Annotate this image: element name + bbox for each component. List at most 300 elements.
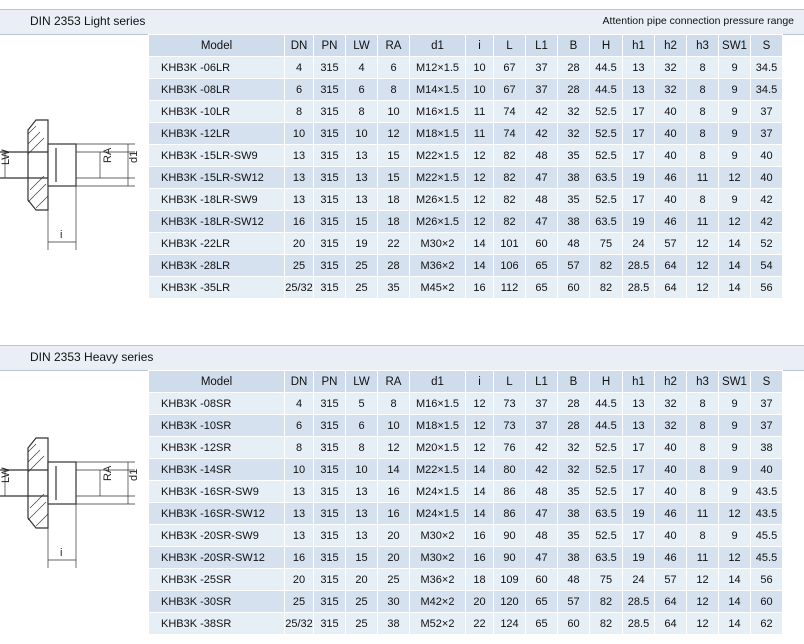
table-cell: 25 <box>285 591 314 613</box>
table-cell: M36×2 <box>410 569 466 591</box>
model-cell: KHB3K -15LR-SW12 <box>149 167 285 189</box>
table-cell: 8 <box>687 459 719 481</box>
table-cell: 48 <box>526 481 558 503</box>
table-cell: 28.5 <box>623 591 655 613</box>
column-header-ra: RA <box>378 35 410 57</box>
table-cell: 42 <box>751 189 783 211</box>
heavy-series-header <box>0 345 804 371</box>
table-cell: 40 <box>655 459 687 481</box>
table-cell: 12 <box>378 123 410 145</box>
table-cell: 20 <box>378 547 410 569</box>
table-cell: 19 <box>346 233 378 255</box>
column-header-l1: L1 <box>526 35 558 57</box>
table-cell: 37 <box>526 79 558 101</box>
table-cell: 9 <box>719 459 751 481</box>
table-cell: M12×1.5 <box>410 57 466 79</box>
table-cell: 20 <box>378 525 410 547</box>
table-cell: 40 <box>655 145 687 167</box>
table-cell: 4 <box>285 393 314 415</box>
table-cell: 13 <box>285 145 314 167</box>
table-cell: 32 <box>655 57 687 79</box>
table-cell: 12 <box>466 437 494 459</box>
table-cell: 30 <box>378 591 410 613</box>
heavy-series-title: DIN 2353 Heavy series <box>30 350 154 364</box>
column-header-dn: DN <box>285 35 314 57</box>
table-cell: M52×2 <box>410 613 466 635</box>
heavy-lw-label: LW <box>0 467 12 483</box>
table-cell: 8 <box>687 393 719 415</box>
model-cell: KHB3K -16SR-SW9 <box>149 481 285 503</box>
table-cell: 18 <box>466 569 494 591</box>
table-cell: 52.5 <box>590 101 623 123</box>
table-cell: 14 <box>466 459 494 481</box>
table-cell: 52.5 <box>590 481 623 503</box>
table-cell: 75 <box>590 569 623 591</box>
table-cell: 101 <box>494 233 526 255</box>
table-cell: 42 <box>526 101 558 123</box>
table-cell: 42 <box>526 123 558 145</box>
table-cell: 14 <box>719 233 751 255</box>
table-cell: 82 <box>494 189 526 211</box>
table-cell: 47 <box>526 547 558 569</box>
table-cell: 12 <box>719 547 751 569</box>
table-cell: 43.5 <box>751 481 783 503</box>
table-cell: 9 <box>719 57 751 79</box>
table-cell: 13 <box>285 167 314 189</box>
light-series-fitting-drawing <box>0 110 148 260</box>
table-cell: 5 <box>346 393 378 415</box>
table-cell: 86 <box>494 503 526 525</box>
table-cell: 40 <box>655 123 687 145</box>
table-cell: 14 <box>719 277 751 299</box>
column-header-model: Model <box>149 371 285 393</box>
table-cell: 19 <box>623 211 655 233</box>
table-cell: M24×1.5 <box>410 481 466 503</box>
table-cell: 6 <box>285 415 314 437</box>
table-cell: M22×1.5 <box>410 459 466 481</box>
model-cell: KHB3K -38SR <box>149 613 285 635</box>
table-cell: 64 <box>655 255 687 277</box>
table-cell: 315 <box>314 459 346 481</box>
table-cell: 9 <box>719 145 751 167</box>
column-header-s: S <box>751 35 783 57</box>
table-cell: 13 <box>346 525 378 547</box>
table-cell: M18×1.5 <box>410 415 466 437</box>
model-cell: KHB3K -10SR <box>149 415 285 437</box>
table-cell: 45.5 <box>751 525 783 547</box>
table-cell: 4 <box>285 57 314 79</box>
table-cell: 35 <box>378 277 410 299</box>
table-cell: 10 <box>285 123 314 145</box>
table-cell: 13 <box>623 57 655 79</box>
table-cell: 44.5 <box>590 393 623 415</box>
table-cell: 8 <box>687 415 719 437</box>
table-cell: 16 <box>378 481 410 503</box>
table-cell: 47 <box>526 167 558 189</box>
table-cell: M16×1.5 <box>410 101 466 123</box>
table-row <box>149 57 783 79</box>
table-cell: 315 <box>314 123 346 145</box>
table-cell: 17 <box>623 145 655 167</box>
table-cell: 20 <box>346 569 378 591</box>
table-cell: 13 <box>285 189 314 211</box>
table-cell: 19 <box>623 547 655 569</box>
table-cell: 86 <box>494 481 526 503</box>
table-cell: 32 <box>655 415 687 437</box>
column-header-i: i <box>466 371 494 393</box>
column-header-d1: d1 <box>410 371 466 393</box>
table-cell: 12 <box>466 189 494 211</box>
model-cell: KHB3K -16SR-SW12 <box>149 503 285 525</box>
table-row <box>149 569 783 591</box>
table-cell: 40 <box>655 437 687 459</box>
table-cell: 24 <box>623 233 655 255</box>
table-cell: 14 <box>466 255 494 277</box>
column-header-pn: PN <box>314 35 346 57</box>
table-cell: M22×1.5 <box>410 167 466 189</box>
table-cell: 57 <box>558 591 590 613</box>
column-header-lw: LW <box>346 371 378 393</box>
table-cell: 60 <box>558 613 590 635</box>
table-cell: M16×1.5 <box>410 393 466 415</box>
model-cell: KHB3K -14SR <box>149 459 285 481</box>
light-lw-label: LW <box>0 149 12 165</box>
table-cell: 15 <box>378 145 410 167</box>
table-cell: 12 <box>466 415 494 437</box>
table-cell: 6 <box>346 79 378 101</box>
table-cell: 18 <box>378 211 410 233</box>
table-cell: 24 <box>623 569 655 591</box>
table-cell: 56 <box>751 569 783 591</box>
table-cell: 37 <box>751 101 783 123</box>
model-cell: KHB3K -12LR <box>149 123 285 145</box>
light-d1-label: d1 <box>128 150 140 163</box>
table-cell: 74 <box>494 123 526 145</box>
table-cell: 8 <box>687 481 719 503</box>
table-cell: 12 <box>466 167 494 189</box>
column-header-l: L <box>494 371 526 393</box>
table-cell: 16 <box>285 211 314 233</box>
table-cell: 10 <box>378 101 410 123</box>
table-cell: 37 <box>751 415 783 437</box>
table-cell: 12 <box>687 277 719 299</box>
table-cell: 46 <box>655 211 687 233</box>
table-cell: 48 <box>526 189 558 211</box>
table-cell: 25 <box>378 569 410 591</box>
table-cell: 60 <box>558 277 590 299</box>
table-cell: 47 <box>526 211 558 233</box>
table-cell: 75 <box>590 233 623 255</box>
table-cell: 315 <box>314 613 346 635</box>
table-cell: 28.5 <box>623 277 655 299</box>
table-cell: 9 <box>719 79 751 101</box>
table-cell: 40 <box>751 459 783 481</box>
table-cell: 67 <box>494 57 526 79</box>
table-cell: 16 <box>466 547 494 569</box>
table-row <box>149 189 783 211</box>
column-header-h: H <box>590 35 623 57</box>
table-cell: 44.5 <box>590 415 623 437</box>
column-header-s: S <box>751 371 783 393</box>
table-cell: 315 <box>314 57 346 79</box>
table-cell: 17 <box>623 437 655 459</box>
table-cell: 9 <box>719 189 751 211</box>
table-cell: 25 <box>346 277 378 299</box>
heavy-series-table <box>148 370 783 635</box>
column-header-h3: h3 <box>687 371 719 393</box>
table-cell: 315 <box>314 189 346 211</box>
table-cell: 60 <box>526 569 558 591</box>
model-cell: KHB3K -15LR-SW9 <box>149 145 285 167</box>
table-row <box>149 233 783 255</box>
table-cell: 28 <box>558 57 590 79</box>
table-cell: 82 <box>590 277 623 299</box>
column-header-l1: L1 <box>526 371 558 393</box>
table-cell: 35 <box>558 481 590 503</box>
table-cell: 17 <box>623 459 655 481</box>
table-cell: 12 <box>378 437 410 459</box>
table-cell: M42×2 <box>410 591 466 613</box>
table-row <box>149 255 783 277</box>
table-cell: 22 <box>378 233 410 255</box>
column-header-h1: h1 <box>623 371 655 393</box>
table-cell: 37 <box>751 123 783 145</box>
table-cell: 56 <box>751 277 783 299</box>
model-cell: KHB3K -08SR <box>149 393 285 415</box>
table-row <box>149 525 783 547</box>
table-cell: 19 <box>623 167 655 189</box>
table-cell: 25/32 <box>285 613 314 635</box>
model-cell: KHB3K -12SR <box>149 437 285 459</box>
table-cell: 13 <box>346 503 378 525</box>
table-cell: 8 <box>378 393 410 415</box>
column-header-i: i <box>466 35 494 57</box>
table-cell: 11 <box>466 101 494 123</box>
table-cell: 12 <box>687 233 719 255</box>
table-cell: 11 <box>687 211 719 233</box>
table-cell: 9 <box>719 437 751 459</box>
table-cell: 25 <box>346 591 378 613</box>
table-cell: 8 <box>687 57 719 79</box>
table-cell: 8 <box>346 101 378 123</box>
table-cell: 48 <box>558 233 590 255</box>
table-cell: 67 <box>494 79 526 101</box>
table-row <box>149 503 783 525</box>
table-cell: 12 <box>687 613 719 635</box>
model-cell: KHB3K -25SR <box>149 569 285 591</box>
table-cell: 82 <box>590 255 623 277</box>
table-cell: 57 <box>558 255 590 277</box>
column-header-pn: PN <box>314 371 346 393</box>
column-header-b: B <box>558 35 590 57</box>
table-cell: 65 <box>526 255 558 277</box>
table-cell: 28 <box>558 415 590 437</box>
table-cell: 40 <box>655 189 687 211</box>
table-cell: 15 <box>346 211 378 233</box>
table-cell: 37 <box>751 393 783 415</box>
table-cell: 20 <box>285 233 314 255</box>
table-cell: 13 <box>346 167 378 189</box>
table-cell: 11 <box>466 123 494 145</box>
table-cell: 120 <box>494 591 526 613</box>
table-cell: M24×1.5 <box>410 503 466 525</box>
table-cell: 13 <box>623 79 655 101</box>
table-row <box>149 591 783 613</box>
table-cell: 82 <box>494 145 526 167</box>
table-cell: 315 <box>314 101 346 123</box>
table-cell: 90 <box>494 547 526 569</box>
table-cell: 12 <box>687 255 719 277</box>
table-cell: 32 <box>558 437 590 459</box>
table-cell: 13 <box>285 503 314 525</box>
table-cell: 25/32 <box>285 277 314 299</box>
table-cell: 57 <box>655 233 687 255</box>
table-cell: 52.5 <box>590 525 623 547</box>
table-cell: 17 <box>623 525 655 547</box>
table-cell: 64 <box>655 613 687 635</box>
column-header-model: Model <box>149 35 285 57</box>
table-cell: 52.5 <box>590 145 623 167</box>
table-cell: 44.5 <box>590 57 623 79</box>
table-cell: 315 <box>314 79 346 101</box>
table-cell: 8 <box>687 189 719 211</box>
table-cell: 315 <box>314 393 346 415</box>
table-cell: 32 <box>655 79 687 101</box>
column-header-h3: h3 <box>687 35 719 57</box>
table-cell: 57 <box>655 569 687 591</box>
table-cell: 45.5 <box>751 547 783 569</box>
model-cell: KHB3K -30SR <box>149 591 285 613</box>
table-row <box>149 437 783 459</box>
table-cell: 40 <box>751 145 783 167</box>
table-cell: 8 <box>687 123 719 145</box>
table-cell: 14 <box>466 481 494 503</box>
table-cell: 8 <box>285 437 314 459</box>
table-cell: M26×1.5 <box>410 211 466 233</box>
table-cell: 315 <box>314 415 346 437</box>
table-cell: 6 <box>346 415 378 437</box>
table-cell: 315 <box>314 481 346 503</box>
table-cell: 315 <box>314 569 346 591</box>
table-cell: 28.5 <box>623 255 655 277</box>
table-cell: 12 <box>466 211 494 233</box>
table-cell: 28 <box>378 255 410 277</box>
table-cell: 9 <box>719 393 751 415</box>
table-cell: 90 <box>494 525 526 547</box>
table-cell: 9 <box>719 123 751 145</box>
table-cell: 54 <box>751 255 783 277</box>
column-header-b: B <box>558 371 590 393</box>
table-cell: 315 <box>314 547 346 569</box>
table-cell: 315 <box>314 503 346 525</box>
table-cell: 10 <box>346 123 378 145</box>
heavy-d1-label: d1 <box>128 468 140 481</box>
table-cell: 28.5 <box>623 613 655 635</box>
table-cell: 22 <box>466 613 494 635</box>
table-row <box>149 415 783 437</box>
table-cell: 48 <box>526 525 558 547</box>
table-cell: 52 <box>751 233 783 255</box>
table-cell: 17 <box>623 189 655 211</box>
table-cell: 16 <box>466 277 494 299</box>
table-cell: 14 <box>719 613 751 635</box>
table-cell: M30×2 <box>410 233 466 255</box>
table-cell: 315 <box>314 437 346 459</box>
table-cell: 11 <box>687 167 719 189</box>
table-cell: 14 <box>719 569 751 591</box>
table-cell: 82 <box>494 167 526 189</box>
table-cell: 52.5 <box>590 189 623 211</box>
table-cell: 35 <box>558 525 590 547</box>
table-cell: 18 <box>378 189 410 211</box>
table-row <box>149 101 783 123</box>
table-cell: 8 <box>285 101 314 123</box>
model-cell: KHB3K -18LR-SW9 <box>149 189 285 211</box>
table-cell: 80 <box>494 459 526 481</box>
table-cell: 34.5 <box>751 79 783 101</box>
table-cell: M22×1.5 <box>410 145 466 167</box>
table-cell: 13 <box>346 145 378 167</box>
table-cell: M26×1.5 <box>410 189 466 211</box>
table-row <box>149 167 783 189</box>
table-cell: 73 <box>494 415 526 437</box>
table-cell: 14 <box>719 591 751 613</box>
table-cell: 8 <box>687 101 719 123</box>
table-cell: 8 <box>687 145 719 167</box>
table-cell: 8 <box>687 525 719 547</box>
table-cell: 44.5 <box>590 79 623 101</box>
model-cell: KHB3K -28LR <box>149 255 285 277</box>
model-cell: KHB3K -20SR-SW12 <box>149 547 285 569</box>
table-cell: 82 <box>590 613 623 635</box>
table-cell: 48 <box>558 569 590 591</box>
table-cell: 315 <box>314 277 346 299</box>
table-cell: 8 <box>687 79 719 101</box>
table-cell: 15 <box>378 167 410 189</box>
table-cell: 9 <box>719 415 751 437</box>
table-cell: 32 <box>558 459 590 481</box>
table-cell: 74 <box>494 101 526 123</box>
table-cell: M30×2 <box>410 547 466 569</box>
table-cell: 38 <box>751 437 783 459</box>
table-cell: 17 <box>623 123 655 145</box>
light-series-table <box>148 34 783 299</box>
table-cell: 37 <box>526 57 558 79</box>
table-cell: 38 <box>378 613 410 635</box>
table-cell: 52.5 <box>590 123 623 145</box>
table-cell: 35 <box>558 189 590 211</box>
table-cell: 40 <box>655 481 687 503</box>
table-cell: 38 <box>558 211 590 233</box>
pressure-range-note: Attention pipe connection pressure range <box>602 15 794 27</box>
table-cell: 315 <box>314 255 346 277</box>
table-cell: 65 <box>526 277 558 299</box>
table-cell: 40 <box>655 101 687 123</box>
table-cell: 20 <box>466 591 494 613</box>
column-header-ra: RA <box>378 371 410 393</box>
table-cell: 10 <box>466 79 494 101</box>
table-cell: 124 <box>494 613 526 635</box>
table-cell: 10 <box>346 459 378 481</box>
table-cell: 28 <box>558 79 590 101</box>
table-cell: 65 <box>526 613 558 635</box>
table-cell: 14 <box>466 233 494 255</box>
table-cell: 64 <box>655 277 687 299</box>
table-cell: 17 <box>623 481 655 503</box>
table-cell: 25 <box>346 255 378 277</box>
light-series-title: DIN 2353 Light series <box>30 14 146 28</box>
table-cell: 35 <box>558 145 590 167</box>
